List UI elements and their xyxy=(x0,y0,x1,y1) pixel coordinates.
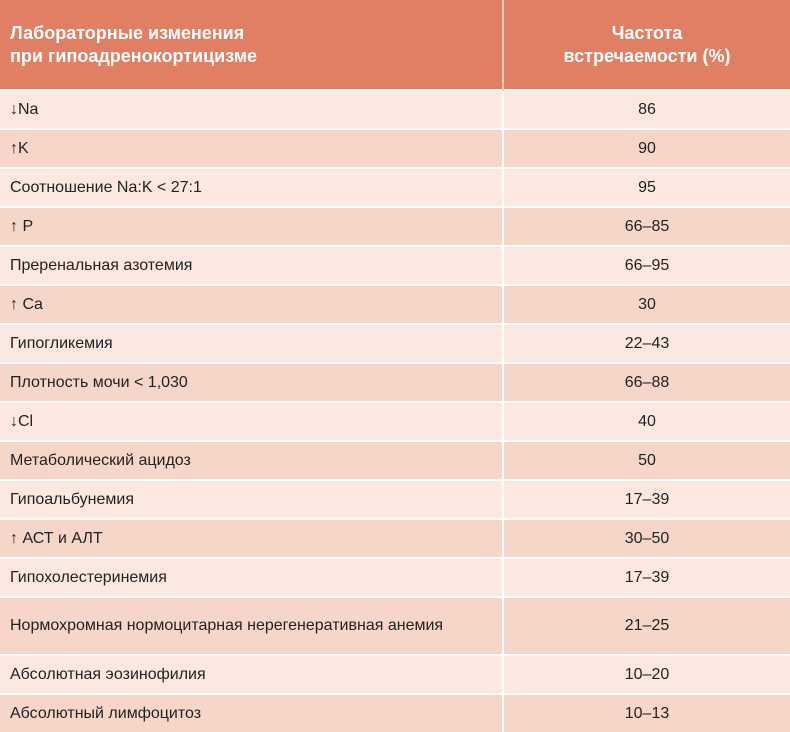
row-label: ↑ P xyxy=(0,207,503,246)
row-value: 86 xyxy=(503,90,790,129)
table-row xyxy=(0,168,790,207)
table-row xyxy=(0,441,790,480)
table-row xyxy=(0,246,790,285)
row-value: 66–95 xyxy=(503,246,790,285)
header-lab-changes xyxy=(0,0,503,90)
row-label: Гипоальбунемия xyxy=(0,480,503,519)
row-value: 50 xyxy=(503,441,790,480)
row-value: 17–39 xyxy=(503,558,790,597)
table-row xyxy=(0,597,790,655)
row-value: 40 xyxy=(503,402,790,441)
row-label: ↑ АСТ и АЛТ xyxy=(0,519,503,558)
row-value: 95 xyxy=(503,168,790,207)
table-row xyxy=(0,324,790,363)
row-value: 22–43 xyxy=(503,324,790,363)
table-row xyxy=(0,285,790,324)
table-row xyxy=(0,363,790,402)
table-row xyxy=(0,129,790,168)
header-frequency-line2: встречаемости (%) xyxy=(563,45,731,66)
row-label: Гипогликемия xyxy=(0,324,503,363)
row-label: Соотношение Na:K < 27:1 xyxy=(0,168,503,207)
row-value: 17–39 xyxy=(503,480,790,519)
row-label: ↑ Ca xyxy=(0,285,503,324)
table-row xyxy=(0,655,790,694)
row-label: Метаболический ацидоз xyxy=(0,441,503,480)
header-frequency xyxy=(503,0,790,90)
row-label: Гипохолестеринемия xyxy=(0,558,503,597)
row-label: Преренальная азотемия xyxy=(0,246,503,285)
row-value: 21–25 xyxy=(503,597,790,655)
table-row xyxy=(0,90,790,129)
row-value: 66–85 xyxy=(503,207,790,246)
row-label: Абсолютная эозинофилия xyxy=(0,655,503,694)
table-row xyxy=(0,207,790,246)
header-frequency-line1: Частота xyxy=(611,22,683,43)
table-row xyxy=(0,519,790,558)
table-row xyxy=(0,480,790,519)
row-label: Нормохромная нормоцитарная нерегенеративная анемия xyxy=(0,597,503,655)
row-label: Плотность мочи < 1,030 xyxy=(0,363,503,402)
row-value: 10–20 xyxy=(503,655,790,694)
row-value: 66–88 xyxy=(503,363,790,402)
table-row xyxy=(0,402,790,441)
header-lab-changes-line1: Лабораторные изменения xyxy=(10,22,245,43)
row-label: Абсолютный лимфоцитоз xyxy=(0,694,503,732)
row-label: ↓Cl xyxy=(0,402,503,441)
row-value: 90 xyxy=(503,129,790,168)
row-value: 30–50 xyxy=(503,519,790,558)
row-label: ↓Na xyxy=(0,90,503,129)
table-row xyxy=(0,694,790,732)
table-header-row xyxy=(0,0,790,90)
header-lab-changes-line2: при гипоадренокортицизме xyxy=(10,45,258,66)
row-value: 30 xyxy=(503,285,790,324)
table-row xyxy=(0,558,790,597)
row-value: 10–13 xyxy=(503,694,790,732)
row-label: ↑K xyxy=(0,129,503,168)
